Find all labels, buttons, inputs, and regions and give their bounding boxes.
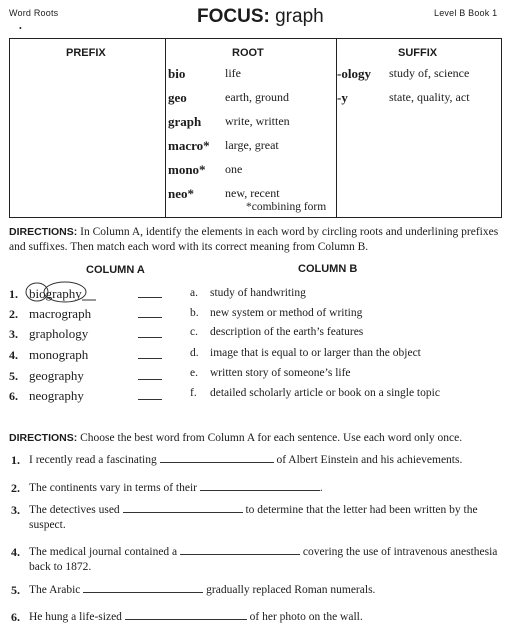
book-series-label: Word Roots [9, 8, 59, 18]
handwritten-marks-icon [22, 280, 102, 306]
word-item: 3. graphology [9, 326, 88, 342]
sentence-item: 6. He hung a life-sized of her photo on the wall. [11, 610, 363, 624]
answer-blank[interactable] [138, 379, 162, 380]
answer-blank[interactable] [138, 317, 162, 318]
title-focus: FOCUS: [197, 6, 270, 27]
word-item: 5. geography [9, 368, 84, 384]
title-root: graph [275, 6, 324, 27]
directions-matching: DIRECTIONS: In Column A, identify the elements in each word by circling roots and underlining prefixes and suffixes. Then match each word with its correct meaning from Column B. [9, 226, 499, 253]
meaning-item: c. description of the earth’s features [190, 326, 364, 338]
sentence-item: 4. The medical journal contained a covering the use of intravenous anesthesia back to 1872. [11, 545, 498, 573]
answer-blank[interactable] [138, 358, 162, 359]
word-item: 4. monograph [9, 347, 88, 363]
sentence-blank[interactable] [160, 453, 274, 463]
meaning-item: a. study of handwriting [190, 287, 306, 299]
word-item: 6. neography [9, 388, 84, 404]
prefix-header: PREFIX [66, 47, 106, 59]
stray-mark: • [19, 24, 22, 33]
meaning-item: d. image that is equal to or larger than the object [190, 347, 421, 359]
sentence-blank[interactable] [83, 583, 203, 593]
sentence-item: 5. The Arabic gradually replaced Roman numerals. [11, 583, 376, 597]
sentence-blank[interactable] [200, 481, 320, 491]
meaning-item: b. new system or method of writing [190, 307, 363, 319]
meaning-item: f. detailed scholarly article or book on a single topic [190, 387, 440, 399]
answer-blank[interactable] [138, 337, 162, 338]
column-b-header: COLUMN B [298, 263, 358, 275]
word-item: 1. biography [9, 286, 82, 302]
answer-blank[interactable] [138, 297, 162, 298]
page-title [197, 6, 324, 28]
suffix-header: SUFFIX [398, 47, 438, 59]
level-label: Level B Book 1 [434, 8, 498, 18]
sentence-blank[interactable] [125, 610, 247, 620]
sentence-item: 2. The continents vary in terms of their . [11, 481, 323, 495]
word-item: 2. macrograph [9, 306, 91, 322]
sentence-item: 1. I recently read a fascinating of Albert Einstein and his achievements. [11, 453, 463, 467]
sentence-item: 3. The detectives used to determine that the letter had been written by the suspect. [11, 503, 478, 531]
root-header: ROOT [232, 47, 264, 59]
column-a-header: COLUMN A [86, 264, 145, 276]
table-divider-1 [165, 39, 166, 217]
meaning-item: e. written story of someone’s life [190, 367, 351, 379]
sentence-blank[interactable] [123, 503, 243, 513]
sentence-blank[interactable] [180, 545, 300, 555]
directions-sentences: DIRECTIONS: Choose the best word from Column A for each sentence. Use each word only once. [9, 432, 463, 444]
answer-blank[interactable] [138, 399, 162, 400]
combining-form-note: *combining form [246, 201, 327, 213]
